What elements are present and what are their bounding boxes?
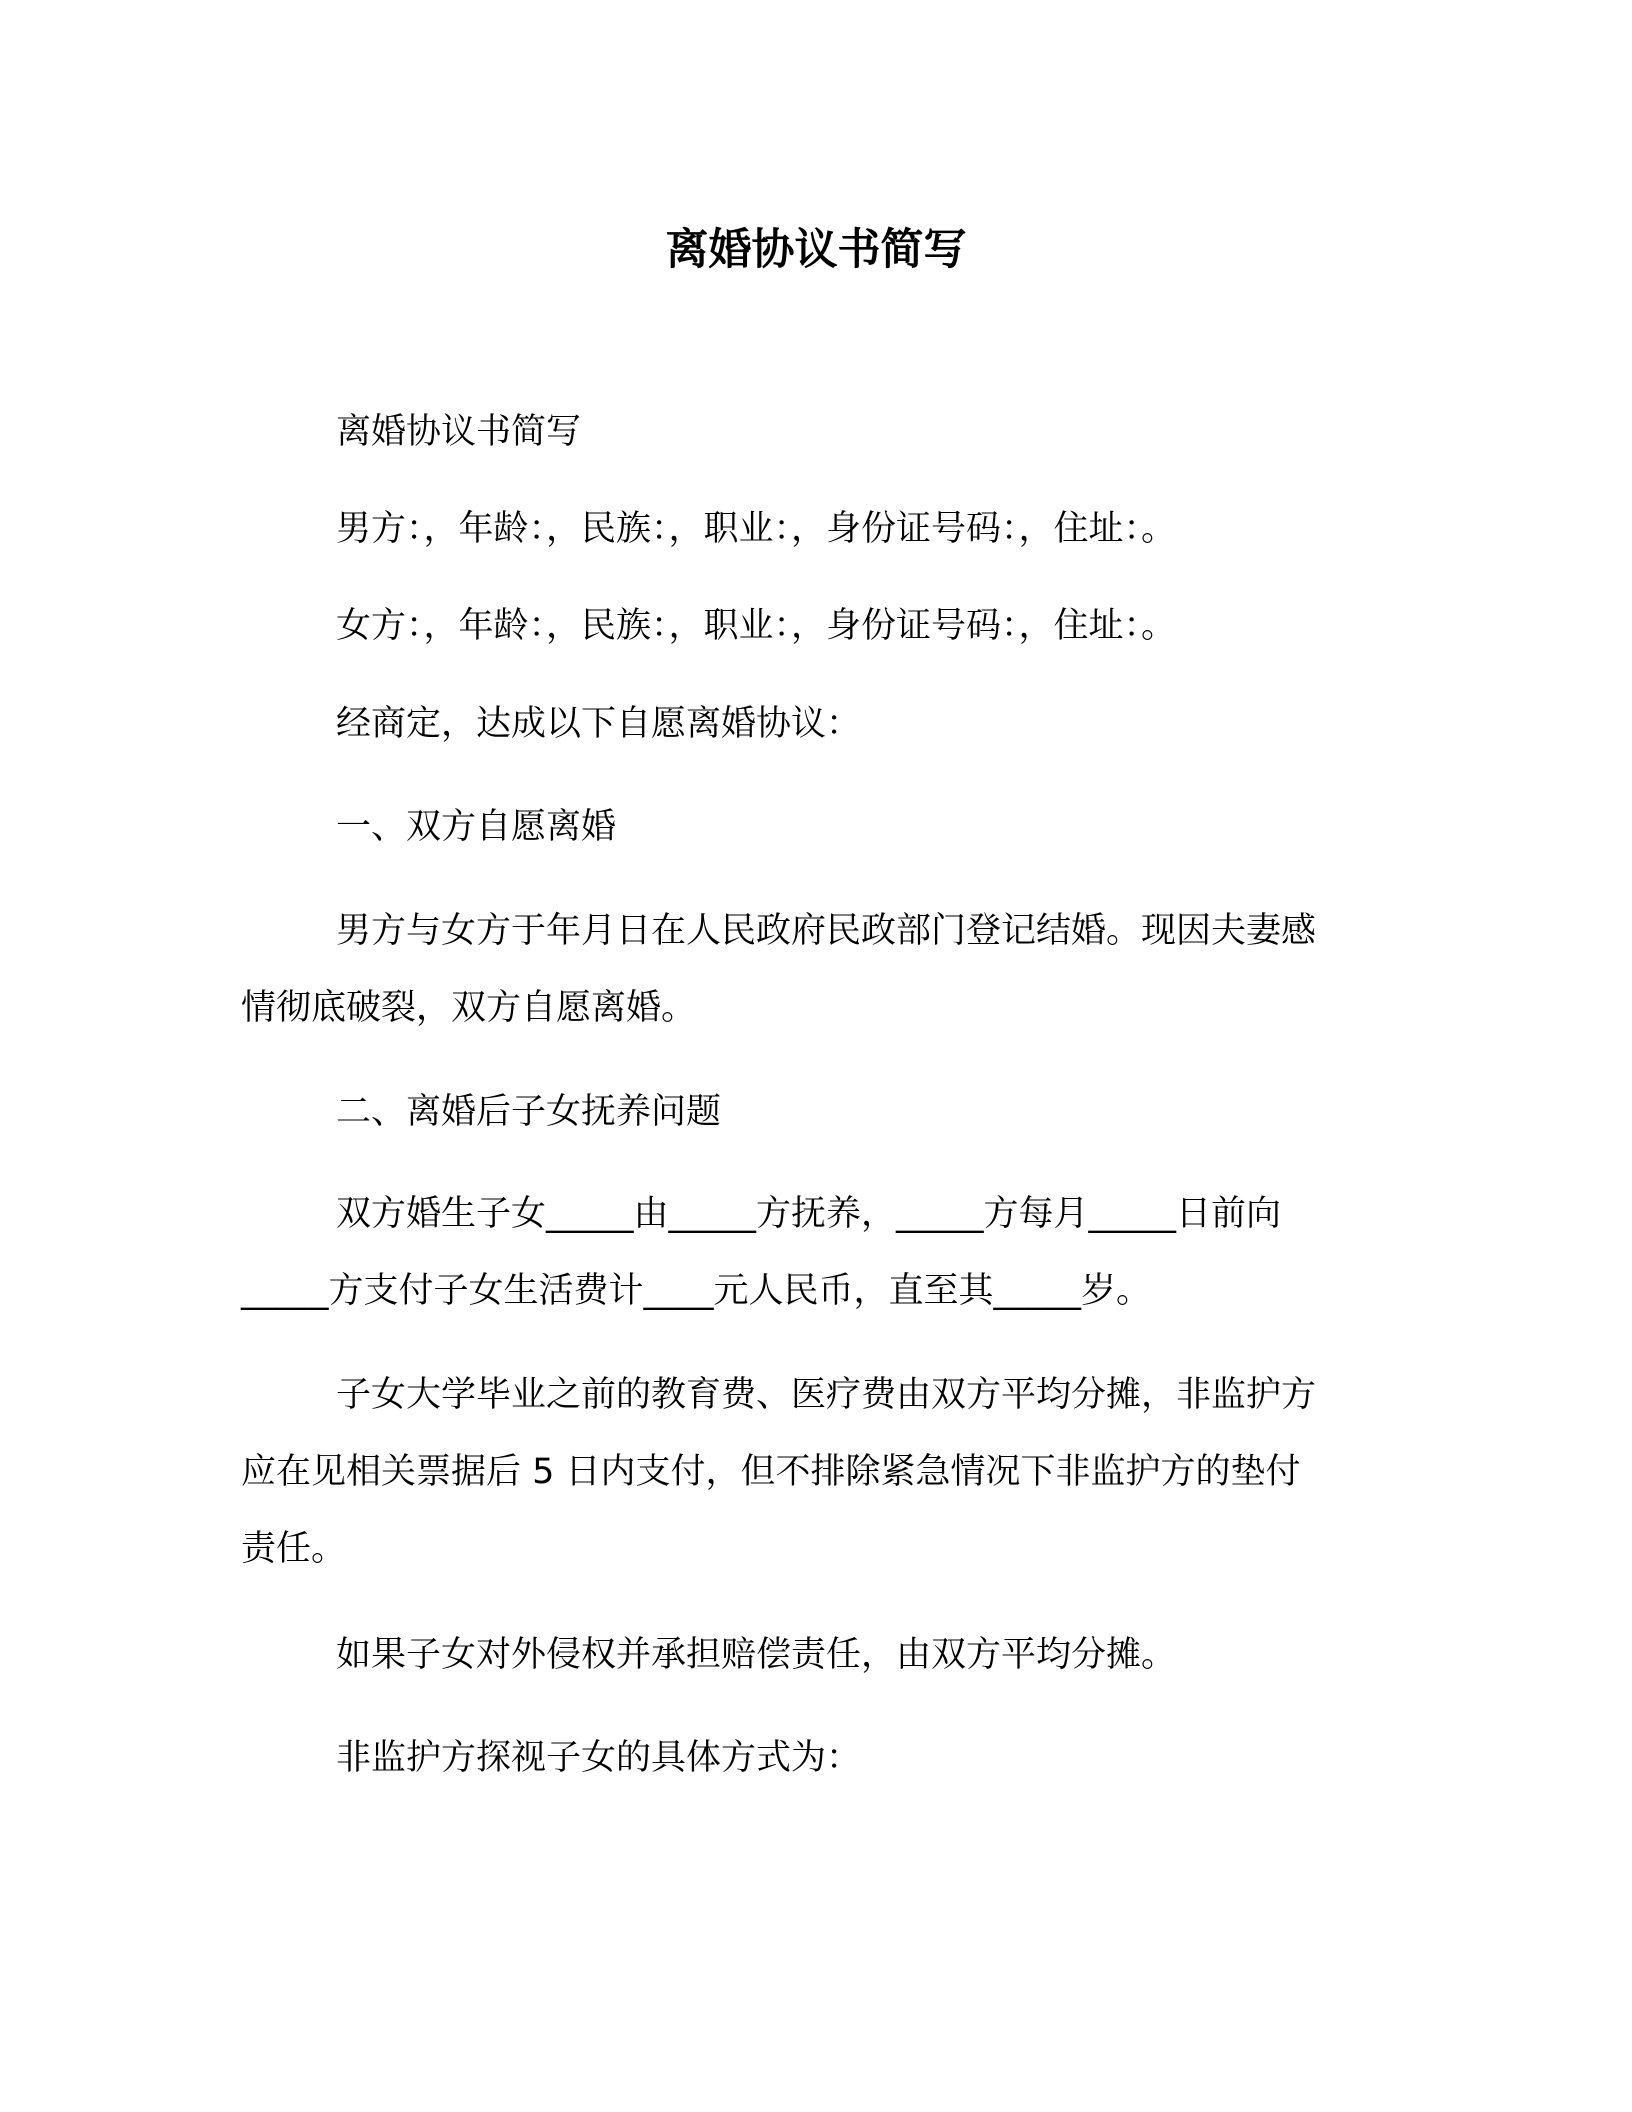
child-support-paragraph [241,1176,1421,1330]
expense-line-2: 应在见相关票据后 5 日内支付，但不排除紧急情况下非监护方的垫付 [241,1452,1301,1492]
female-party-line: 女方：，年龄：，民族：，职业：，身份证号码：，住址：。 [336,606,1177,646]
child-support-line-1: 双方婚生子女_____由_____方抚养，_____方每月_____日前向 [336,1194,1282,1234]
section1-paragraph [241,893,1421,1047]
child-support-line-2: _____方支付子女生活费计____元人民币，直至其_____岁。 [241,1271,1152,1311]
expense-line-3: 责任。 [241,1529,347,1569]
male-party-line: 男方：，年龄：，民族：，职业：，身份证号码：，住址：。 [336,509,1177,549]
expense-line-1: 子女大学毕业之前的教育费、医疗费由双方平均分摊，非监护方 [336,1375,1317,1415]
section1-heading: 一、双方自愿离婚 [336,807,617,847]
section1-line-1: 男方与女方于年月日在人民政府民政部门登记结婚。现因夫妻感 [336,911,1317,951]
section1-line-2: 情彻底破裂，双方自愿离婚。 [241,988,697,1028]
agreement-intro: 经商定，达成以下自愿离婚协议： [336,704,862,744]
expense-paragraph [241,1357,1421,1588]
document-title: 离婚协议书简写 [665,225,967,275]
section2-heading: 二、离婚后子女抚养问题 [336,1092,722,1132]
tort-liability-line: 如果子女对外侵权并承担赔偿责任，由双方平均分摊。 [336,1635,1177,1675]
subtitle: 离婚协议书简写 [336,412,582,452]
visitation-line: 非监护方探视子女的具体方式为： [336,1738,862,1778]
